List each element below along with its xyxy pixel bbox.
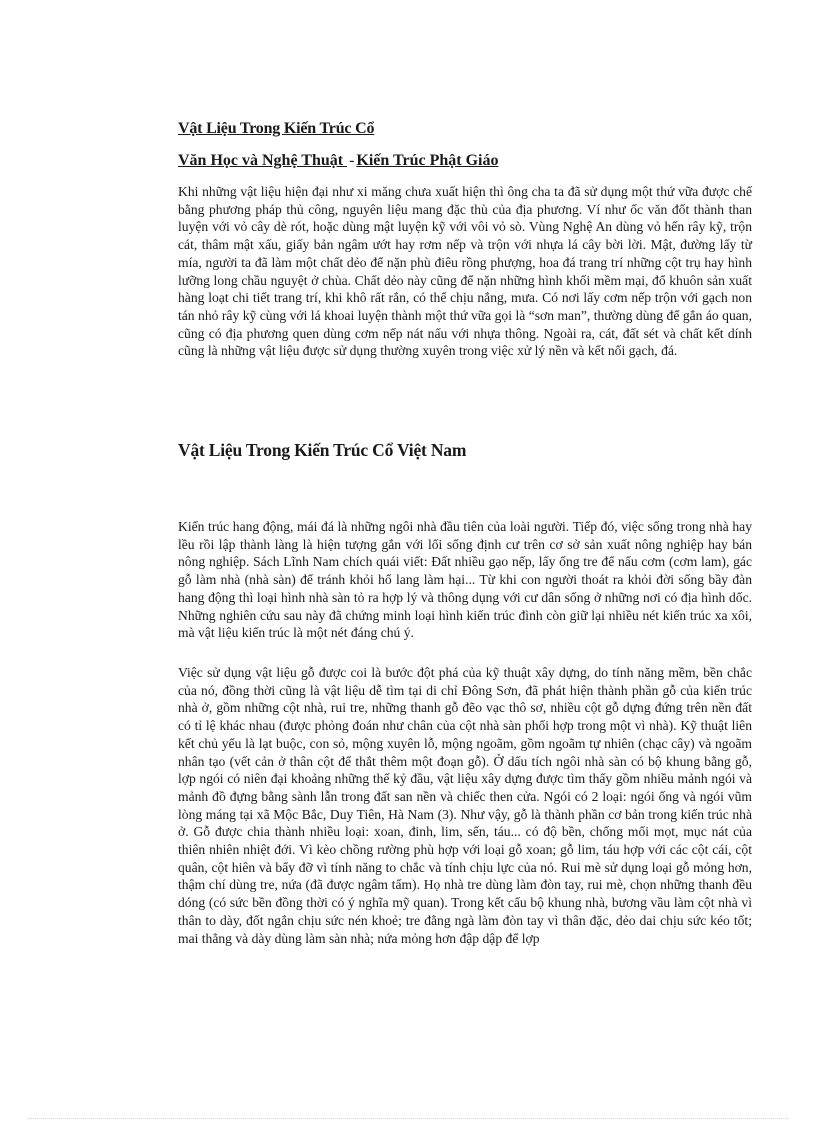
breadcrumb-link-buddhist-architecture[interactable]: Kiến Trúc Phật Giáo [356,152,499,169]
article-title-link[interactable]: Vật Liệu Trong Kiến Trúc Cổ [178,120,375,137]
breadcrumb [178,152,498,170]
body-paragraph-1: Kiến trúc hang động, mái đá là những ngôi nhà đầu tiên của loài người. Tiếp đó, việc sống trong nhà hay lều rồi lập thành làng là hiện tượng gắn với lối sống định cư trên cơ sở sản xuất nông nghiệp hay bán nông nghiệp. Sách Lĩnh Nam chích quái viết: Đất nhiều gạo nếp, lấy ống tre để nấu cơm (cơm lam), gác gỗ làm nhà (nhà sàn) để tránh khỏi hổ lang làm hại... Từ khi con người thoát ra khỏi đời sống bầy đàn hang động thì loại hình nhà sàn tỏ ra hợp lý và thông dụng với cư dân sống ở những nơi có địa hình dốc. Những nghiên cứu sau này đã chứng minh loại hình kiến trúc đình còn giữ lại nhiều nét kiến trúc xa xôi, mà vật liệu kiến trúc là một nét đáng chú ý. [178,519,752,641]
breadcrumb-link-literature-art[interactable]: Văn Học và Nghệ Thuật [178,152,348,169]
page-bottom-divider [28,1118,788,1119]
body-paragraph-2: Việc sử dụng vật liệu gỗ được coi là bước đột phá của kỹ thuật xây dựng, do tính năng mềm, bền chắc của nó, đồng thời cũng là vật liệu dễ tìm tại di chỉ Đông Sơn, đã phát hiện thành phần gỗ của kiến trúc nhà ở, gồm những cột nhà, rui tre, những thanh gỗ đẽo vạc thô sơ, nhiều cột gỗ dựng đứng trên nền đất có tỉ lệ khác nhau (được phỏng đoán như chân của cột nhà sàn phối hợp trong một vì nhà). Kỹ thuật liên kết chủ yếu là lạt buộc, con sỏ, mộng xuyên lỗ, mộng ngoãm, gồm ngoãm tự nhiên (chạc cây) và ngoãm nhân tạo (vết cản ở thân cột để thắt thêm một đoạn gỗ). Ở dấu tích ngôi nhà sàn có bộ khung bằng gỗ, lợp ngói có niên đại khoảng những thế kỷ đầu, vật liệu xây dựng được tìm thấy gồm nhiều mảnh ngói và mảnh đồ đựng bằng sành lẫn trong đất san nền và chiếc then cửa. Ngói có 2 loại: ngói ống và ngói vũm lòng máng tại xã Mộc Bắc, Duy Tiên, Hà Nam (3). Như vậy, gỗ là thành phần cơ bản trong kiến trúc nhà ở. Gỗ được chia thành nhiều loại: xoan, đinh, lim, sến, táu... có độ bền, chống mối mọt, mục nát của thiên nhiên nhiệt đới. Vì kèo chồng rường phù hợp với loại gỗ xoan; gỗ lim, táu hợp với các cột cái, cột quân, cột hiên và bẩy đỡ vì tính năng to chắc và tính chịu lực của nó. Rui mè sử dụng loại gỗ mỏng hơn, thậm chí dùng tre, nứa (đã được ngâm tẩm). Họ nhà tre dùng làm đòn tay, rui mè, chọn những thanh đều dóng (có sức bền đồng thời có ý nghĩa mỹ quan). Trong kết cấu bộ khung nhà, bương vầu làm cột nhà vì thân to dày, đốt ngắn chịu sức nén khoẻ; tre đằng ngà làm đòn tay vì thân đặc, dẻo dai chịu sức kéo tốt; mai thẳng và dày dùng làm sàn nhà; nứa mỏng hơn đập dập để lợp [178,665,752,946]
breadcrumb-separator: - [349,152,355,169]
intro-paragraph: Khi những vật liệu hiện đại như xi măng chưa xuất hiện thì ông cha ta đã sử dụng một thứ vữa được chế bằng phương pháp thủ công, nguyên liệu mang đặc thù của địa phương. Ví như ốc văn đốt thành than luyện với vỏ cây dè rót, hoặc dùng mật luyện kỹ với vôi vỏ sò. Vùng Nghệ An dùng vỏ hến rây kỹ, trộn cát, thâm mật xấu, giấy bản ngâm ướt hay rơm nếp và trộn với nhựa lá cây bời lời. Mật, đường lấy từ mía, người ta đã làm một chất dẻo để nặn phù điêu rồng phượng, hoa đá trang trí những cột trụ hay hình lưỡng long chầu nguyệt ở chùa. Chất dẻo này cũng để nặn những hình khối mềm mại, đổ khuôn sản xuất hàng loạt chi tiết trang trí, khi khô rất rắn, có thể chịu nắng, mưa. Có nơi lấy cơm nếp trộn với gạch non tán nhỏ rây kỹ cùng với lá khoai luyện thành một thứ vữa gọi là “sơn man”, thường dùng để gắn áo quan, cũng có địa phương quen dùng cơm nếp nát nấu với nhựa thông. Ngoài ra, cát, đất sét và chất kết dính cũng là những vật liệu được sử dụng thường xuyên trong việc xử lý nền và kết nối gạch, đá. [178,184,752,359]
section-heading: Vật Liệu Trong Kiến Trúc Cổ Việt Nam [178,440,467,460]
